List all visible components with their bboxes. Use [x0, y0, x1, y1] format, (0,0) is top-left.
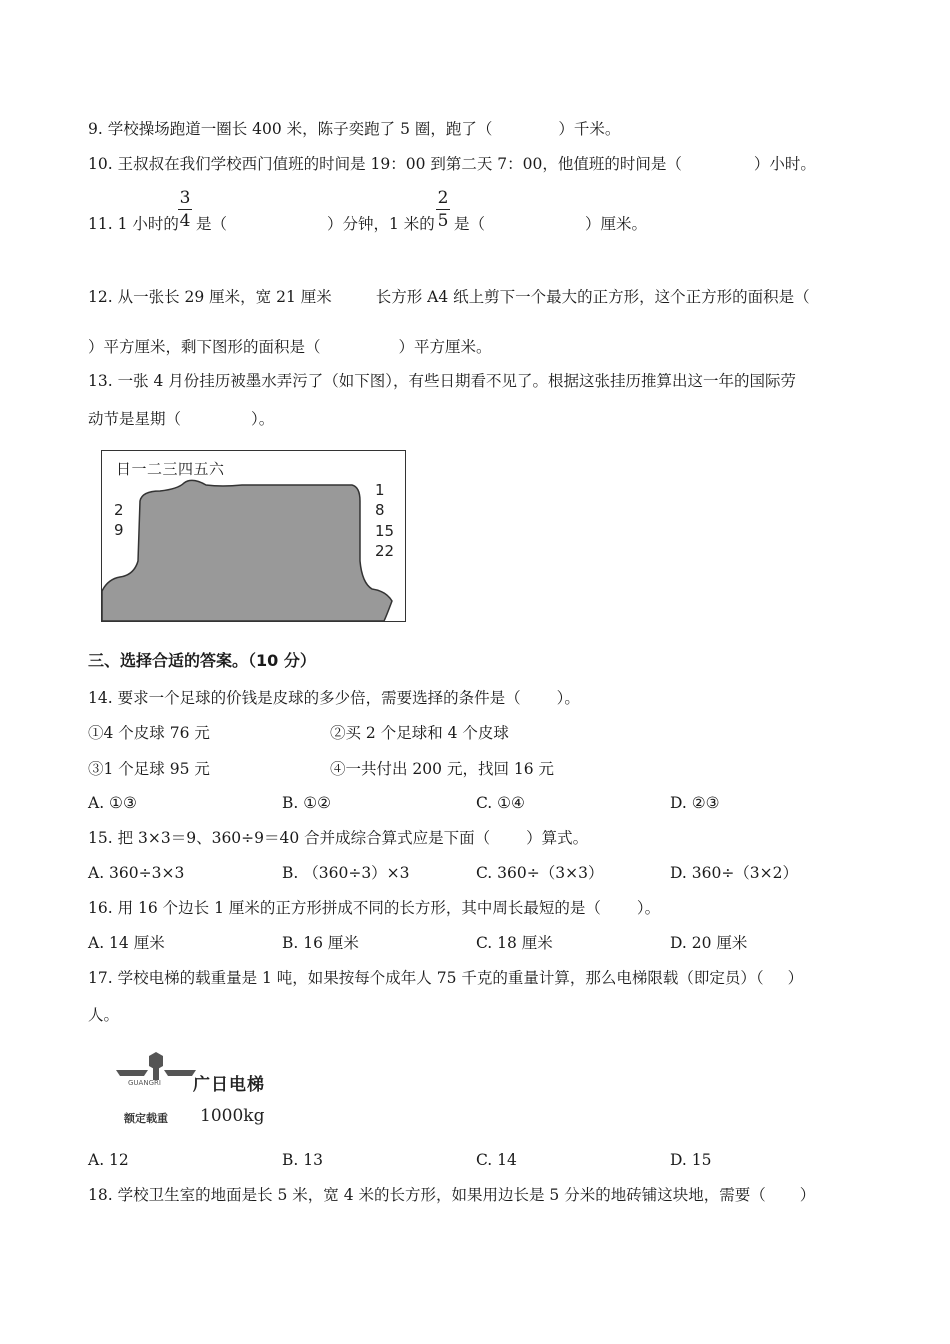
stained-calendar [101, 450, 406, 622]
fraction-denominator: 4 [179, 211, 191, 231]
option-d: D. 20 厘米 [670, 934, 748, 952]
question-15-end: ）算式。 [526, 829, 589, 847]
question-14-end: ）。 [556, 689, 580, 707]
question-15-text: 15. 把 3×3＝9、360÷9＝40 合并成综合算式应是下面（ [88, 829, 491, 847]
option-b: B. 13 [282, 1151, 323, 1169]
option-d: D. 15 [670, 1151, 712, 1169]
question-13-text-b: ）。 [251, 410, 275, 428]
question-14-text: 14. 要求一个足球的价钱是皮球的多少倍，需要选择的条件是（ [88, 689, 521, 707]
question-11-part-c: ）分钟，1 米的 [327, 215, 435, 233]
question-13-text-a: 动节是星期（ [88, 410, 182, 428]
question-12-text-a: 12. 从一张长 29 厘米，宽 21 厘米 [88, 288, 332, 306]
question-10 [88, 154, 816, 174]
option-b: B. 16 厘米 [282, 934, 359, 952]
question-12-line-2 [88, 337, 492, 357]
question-11-part-e: ）厘米。 [585, 215, 648, 233]
fraction-numerator: 3 [179, 188, 191, 208]
elevator-plate [116, 1052, 316, 1132]
question-17-end: ） [787, 969, 804, 987]
question-9-text: 9. 学校操场跑道一圈长 400 米，陈子奕跑了 5 圈，跑了（ [88, 120, 493, 138]
calendar-weekday-header: 日一二三四五六 [116, 460, 225, 478]
question-16-end: ）。 [636, 899, 661, 917]
question-15 [88, 828, 588, 848]
question-10-text: 10. 王叔叔在我们学校西门值班的时间是 19：00 到第二天 7：00，他值班的时间是（ [88, 155, 682, 173]
fraction-bar [178, 209, 192, 210]
question-11-blank2-open: 是（ [454, 215, 486, 233]
elevator-brand: 广日电梯 [193, 1075, 265, 1095]
question-18 [88, 1185, 815, 1205]
question-11-part-d [454, 214, 647, 234]
fraction-denominator: 5 [437, 211, 449, 231]
question-12-text-b: 长方形 A4 纸上剪下一个最大的正方形，这个正方形的面积是（ [375, 288, 810, 306]
question-14 [88, 688, 580, 708]
ink-stain [102, 451, 405, 621]
condition-4: ④一共付出 200 元，找回 16 元 [330, 760, 555, 778]
option-c: C. 14 [476, 1151, 517, 1169]
question-11-part-b [196, 214, 435, 234]
question-17-text: 17. 学校电梯的载重量是 1 吨，如果按每个成年人 75 千克的重量计算，那么电梯限载（即定员）（ [88, 969, 764, 987]
rated-load-label: 额定载重 [124, 1112, 168, 1125]
guangri-logo-icon [116, 1052, 196, 1088]
option-c: C. 360÷（3×3） [476, 864, 604, 882]
question-9 [88, 119, 620, 139]
question-17-line-2: 人。 [88, 1006, 120, 1024]
option-b: B. ①② [282, 794, 332, 812]
option-c: C. 18 厘米 [476, 934, 553, 952]
fraction-bar [436, 209, 450, 210]
question-17-line-1 [88, 968, 803, 988]
rated-load-value: 1000kg [200, 1106, 265, 1126]
option-d: D. 360÷（3×2） [670, 864, 799, 882]
calendar-right-date: 15 [375, 522, 395, 540]
option-a: A. ①③ [88, 794, 137, 812]
question-18-end: ） [799, 1186, 816, 1204]
option-d: D. ②③ [670, 794, 720, 812]
fraction-two-fifths [436, 188, 450, 231]
question-18-text: 18. 学校卫生室的地面是长 5 米，宽 4 米的长方形，如果用边长是 5 分米的地砖铺这块地，需要（ [88, 1186, 766, 1204]
question-9-end: ）千米。 [558, 120, 621, 138]
option-a: A. 14 厘米 [88, 934, 165, 952]
condition-1: ①4 个皮球 76 元 [88, 724, 210, 742]
question-16-text: 16. 用 16 个边长 1 厘米的正方形拼成不同的长方形，其中周长最短的是（ [88, 899, 601, 917]
logo-text: GUANGRI [128, 1079, 161, 1087]
question-12-text-d: ）平方厘米。 [398, 338, 492, 356]
option-c: C. ①④ [476, 794, 525, 812]
question-13-line-1: 13. 一张 4 月份挂历被墨水弄污了（如下图），有些日期看不见了。根据这张挂历推算出这一年的国际劳 [88, 372, 797, 390]
question-11-blank-open: 是（ [196, 215, 228, 233]
question-10-end: ）小时。 [753, 155, 816, 173]
option-a: A. 12 [88, 1151, 129, 1169]
option-b: B. （360÷3）×3 [282, 864, 410, 882]
question-16 [88, 898, 660, 918]
question-12-line-1 [88, 287, 810, 307]
calendar-right-date: 8 [375, 501, 385, 519]
calendar-left-date: 2 [114, 501, 124, 519]
question-11-part-a: 11. 1 小时的 [88, 215, 179, 233]
question-13-line-2 [88, 409, 274, 429]
option-a: A. 360÷3×3 [88, 864, 185, 882]
condition-3: ③1 个足球 95 元 [88, 760, 210, 778]
question-12-text-c: ）平方厘米，剩下图形的面积是（ [88, 338, 321, 356]
section-3-title: 三、选择合适的答案。（10 分） [88, 651, 316, 670]
fraction-numerator: 2 [437, 188, 449, 208]
calendar-left-date: 9 [114, 521, 124, 539]
ink-stain-shape [102, 480, 395, 621]
calendar-right-date: 22 [375, 542, 395, 560]
fraction-three-quarters [178, 188, 192, 231]
condition-2: ②买 2 个足球和 4 个皮球 [330, 724, 509, 742]
calendar-right-date: 1 [375, 481, 385, 499]
